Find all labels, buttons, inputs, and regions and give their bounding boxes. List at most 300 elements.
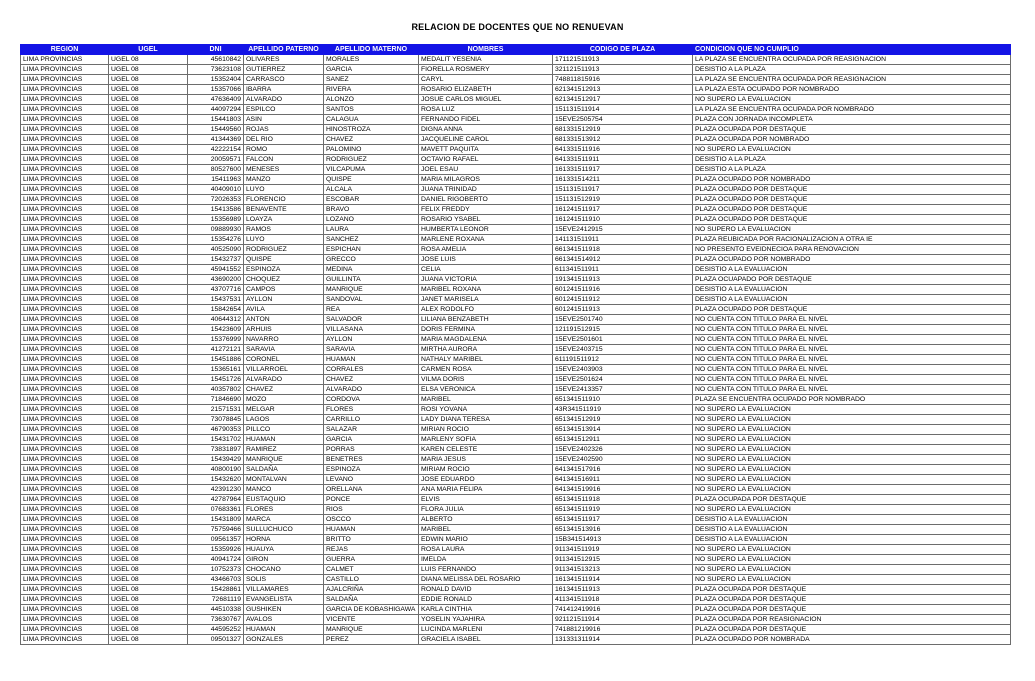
cell-condicion: PLAZA OCUPADA POR REASIGNACION xyxy=(693,615,1011,625)
cell-apellido-paterno: HUAUYA xyxy=(244,545,324,555)
cell-condicion: NO CUENTA CON TITULO PARA EL NIVEL xyxy=(693,325,1011,335)
cell-apellido-materno: SALAZAR xyxy=(324,425,419,435)
table-row xyxy=(21,145,1011,155)
cell-ugel: UGEL 08 xyxy=(109,295,188,305)
cell-region: LIMA PROVINCIAS xyxy=(21,535,109,545)
cell-ugel: UGEL 08 xyxy=(109,455,188,465)
cell-apellido-materno: GUILLINTA xyxy=(324,275,419,285)
cell-apellido-paterno: PILLCO xyxy=(244,425,324,435)
cell-apellido-materno: RIVERA xyxy=(324,85,419,95)
table-row xyxy=(21,165,1011,175)
cell-apellido-materno: PORRAS xyxy=(324,445,419,455)
cell-codigo-plaza: 601241511916 xyxy=(553,285,693,295)
cell-ugel: UGEL 08 xyxy=(109,575,188,585)
cell-apellido-paterno: CORONEL xyxy=(244,355,324,365)
cell-apellido-materno: AJALCRIÑA xyxy=(324,585,419,595)
cell-condicion: DESISTIO A LA PLAZA xyxy=(693,155,1011,165)
cell-ugel: UGEL 08 xyxy=(109,595,188,605)
cell-condicion: NO SUPERO LA EVALUACION xyxy=(693,485,1011,495)
cell-apellido-paterno: IBARRA xyxy=(244,85,324,95)
table-row xyxy=(21,55,1011,65)
cell-apellido-materno: SANCHEZ xyxy=(324,235,419,245)
cell-condicion: NO CUENTA CON TITULO PARA EL NIVEL xyxy=(693,315,1011,325)
cell-apellido-paterno: AYLLON xyxy=(244,295,324,305)
cell-dni: 72026353 xyxy=(188,195,244,205)
cell-codigo-plaza: 15EVE2501624 xyxy=(553,375,693,385)
cell-region: LIMA PROVINCIAS xyxy=(21,185,109,195)
cell-dni: 73623108 xyxy=(188,65,244,75)
cell-nombres: LUCINDA MARLENI xyxy=(419,625,553,635)
cell-region: LIMA PROVINCIAS xyxy=(21,525,109,535)
cell-apellido-paterno: HUAMAN xyxy=(244,435,324,445)
cell-apellido-materno: BENETRES xyxy=(324,455,419,465)
table-row xyxy=(21,455,1011,465)
cell-condicion: LA PLAZA SE ENCUENTRA OCUPADA POR REASIGNACION xyxy=(693,75,1011,85)
cell-condicion: PLAZA OCUPADA POR DESTAQUE xyxy=(693,495,1011,505)
cell-condicion: NO SUPERO LA EVALUACION xyxy=(693,565,1011,575)
cell-codigo-plaza: 161331511917 xyxy=(553,165,693,175)
cell-region: LIMA PROVINCIAS xyxy=(21,565,109,575)
cell-nombres: YOSELIN YAJAHIRA xyxy=(419,615,553,625)
cell-nombres: LADY DIANA TERESA xyxy=(419,415,553,425)
cell-apellido-paterno: FLORENCIO xyxy=(244,195,324,205)
cell-codigo-plaza: 748811815916 xyxy=(553,75,693,85)
cell-condicion: NO SUPERO LA EVALUACION xyxy=(693,475,1011,485)
cell-nombres: MIRIAN ROCIO xyxy=(419,425,553,435)
cell-condicion: NO SUPERO LA EVALUACION xyxy=(693,445,1011,455)
cell-codigo-plaza: 151131512919 xyxy=(553,195,693,205)
cell-codigo-plaza: 161241511917 xyxy=(553,205,693,215)
cell-dni: 40357802 xyxy=(188,385,244,395)
cell-codigo-plaza: 651341511918 xyxy=(553,495,693,505)
cell-region: LIMA PROVINCIAS xyxy=(21,575,109,585)
cell-dni: 41272121 xyxy=(188,345,244,355)
cell-nombres: EDWIN MARIO xyxy=(419,535,553,545)
cell-condicion: DESISTIO A LA EVALUACION xyxy=(693,265,1011,275)
cell-codigo-plaza: 161341511913 xyxy=(553,585,693,595)
cell-apellido-paterno: ALVARADO xyxy=(244,375,324,385)
cell-dni: 40941724 xyxy=(188,555,244,565)
cell-nombres: ROSA LAURA xyxy=(419,545,553,555)
table-row xyxy=(21,575,1011,585)
cell-ugel: UGEL 08 xyxy=(109,195,188,205)
cell-codigo-plaza: 601241511913 xyxy=(553,305,693,315)
cell-apellido-materno: SALDAÑA xyxy=(324,595,419,605)
header-apellido-paterno: APELLIDO PATERNO xyxy=(244,45,324,55)
cell-condicion: NO CUENTA CON TITULO PARA EL NIVEL xyxy=(693,335,1011,345)
header-row xyxy=(21,45,1011,55)
cell-apellido-paterno: OLIVARES xyxy=(244,55,324,65)
cell-dni: 07683361 xyxy=(188,505,244,515)
header-nombres: NOMBRES xyxy=(419,45,553,55)
cell-apellido-materno: OSCCO xyxy=(324,515,419,525)
cell-nombres: MIRTHA AURORA xyxy=(419,345,553,355)
cell-dni: 73078845 xyxy=(188,415,244,425)
cell-apellido-materno: CORRALES xyxy=(324,365,419,375)
cell-apellido-materno: ESPINOZA xyxy=(324,465,419,475)
table-row xyxy=(21,595,1011,605)
cell-dni: 45941552 xyxy=(188,265,244,275)
table-row xyxy=(21,125,1011,135)
cell-apellido-paterno: VILLAMARES xyxy=(244,585,324,595)
cell-apellido-materno: HUAMAN xyxy=(324,525,419,535)
cell-apellido-paterno: GONZALES xyxy=(244,635,324,645)
cell-condicion: NO CUENTA CON TITULO PARA EL NIVEL xyxy=(693,385,1011,395)
cell-apellido-materno: CASTILLO xyxy=(324,575,419,585)
cell-region: LIMA PROVINCIAS xyxy=(21,605,109,615)
cell-condicion: PLAZA OCUPADO POR NOMBRADA xyxy=(693,635,1011,645)
cell-nombres: ALEX RODOLFO xyxy=(419,305,553,315)
cell-nombres: RONALD DAVID xyxy=(419,585,553,595)
cell-apellido-paterno: LOAYZA xyxy=(244,215,324,225)
cell-region: LIMA PROVINCIAS xyxy=(21,315,109,325)
cell-dni: 15376999 xyxy=(188,335,244,345)
cell-condicion: PLAZA CON JORNADA INCOMPLETA xyxy=(693,115,1011,125)
header-region: REGION xyxy=(21,45,109,55)
page-title: RELACION DE DOCENTES QUE NO RENUEVAN xyxy=(411,22,624,32)
cell-nombres: MAVETT PAQUITA xyxy=(419,145,553,155)
cell-dni: 73630767 xyxy=(188,615,244,625)
cell-apellido-materno: SALVADOR xyxy=(324,315,419,325)
cell-apellido-materno: ORELLANA xyxy=(324,485,419,495)
cell-nombres: LILIANA BENZABETH xyxy=(419,315,553,325)
cell-dni: 15441803 xyxy=(188,115,244,125)
cell-nombres: IMELDA xyxy=(419,555,553,565)
cell-condicion: NO SUPERO LA EVALUACION xyxy=(693,545,1011,555)
cell-region: LIMA PROVINCIAS xyxy=(21,135,109,145)
cell-condicion: NO SUPERO LA EVALUACION xyxy=(693,555,1011,565)
cell-condicion: DESISTIO A LA EVALUACION xyxy=(693,535,1011,545)
cell-region: LIMA PROVINCIAS xyxy=(21,195,109,205)
cell-apellido-materno: MEDINA xyxy=(324,265,419,275)
cell-codigo-plaza: 601241511912 xyxy=(553,295,693,305)
cell-condicion: PLAZA OCUPADA POR DESTAQUE xyxy=(693,125,1011,135)
cell-dni: 15365161 xyxy=(188,365,244,375)
cell-nombres: ROSARIO YSABEL xyxy=(419,215,553,225)
cell-apellido-materno: VILLASANA xyxy=(324,325,419,335)
cell-apellido-materno: HINOSTROZA xyxy=(324,125,419,135)
cell-ugel: UGEL 08 xyxy=(109,345,188,355)
cell-apellido-paterno: SARAVIA xyxy=(244,345,324,355)
cell-condicion: NO SUPERO LA EVALUACION xyxy=(693,225,1011,235)
cell-codigo-plaza: 911341511919 xyxy=(553,545,693,555)
cell-apellido-paterno: RAMIREZ xyxy=(244,445,324,455)
cell-condicion: PLAZA OCUPADA POR DESTAQUE xyxy=(693,605,1011,615)
cell-region: LIMA PROVINCIAS xyxy=(21,295,109,305)
cell-codigo-plaza: 641331511911 xyxy=(553,155,693,165)
cell-apellido-paterno: MENESES xyxy=(244,165,324,175)
cell-condicion: DESISTIO A LA EVALUACION xyxy=(693,525,1011,535)
cell-dni: 09889930 xyxy=(188,225,244,235)
cell-ugel: UGEL 08 xyxy=(109,85,188,95)
cell-apellido-materno: BRAVO xyxy=(324,205,419,215)
header-dni: DNI xyxy=(188,45,244,55)
cell-nombres: CARYL xyxy=(419,75,553,85)
cell-region: LIMA PROVINCIAS xyxy=(21,595,109,605)
cell-apellido-paterno: FALCON xyxy=(244,155,324,165)
table-row xyxy=(21,135,1011,145)
cell-ugel: UGEL 08 xyxy=(109,305,188,315)
cell-dni: 41344369 xyxy=(188,135,244,145)
cell-region: LIMA PROVINCIAS xyxy=(21,505,109,515)
cell-dni: 15451886 xyxy=(188,355,244,365)
cell-apellido-materno: SANTOS xyxy=(324,105,419,115)
cell-condicion: PLAZA OCUPADA POR DESTAQUE xyxy=(693,625,1011,635)
cell-condicion: DESISTIO A LA EVALUACION xyxy=(693,285,1011,295)
cell-dni: 72681119 xyxy=(188,595,244,605)
cell-apellido-materno: GARCIA xyxy=(324,65,419,75)
cell-apellido-materno: ESCOBAR xyxy=(324,195,419,205)
cell-ugel: UGEL 08 xyxy=(109,75,188,85)
table-row xyxy=(21,215,1011,225)
table-row xyxy=(21,545,1011,555)
table-row xyxy=(21,405,1011,415)
cell-apellido-paterno: FLORES xyxy=(244,505,324,515)
cell-ugel: UGEL 08 xyxy=(109,65,188,75)
cell-apellido-paterno: CHOQUEZ xyxy=(244,275,324,285)
cell-nombres: MIRIAM ROCIO xyxy=(419,465,553,475)
cell-apellido-paterno: MARCA xyxy=(244,515,324,525)
teachers-table xyxy=(20,44,1011,645)
cell-ugel: UGEL 08 xyxy=(109,165,188,175)
cell-ugel: UGEL 08 xyxy=(109,545,188,555)
header-condicion: CONDICION QUE NO CUMPLIO xyxy=(693,45,1011,55)
cell-apellido-paterno: ESPINOZA xyxy=(244,265,324,275)
cell-ugel: UGEL 08 xyxy=(109,395,188,405)
cell-condicion: DESISTIO A LA PLAZA xyxy=(693,165,1011,175)
cell-region: LIMA PROVINCIAS xyxy=(21,365,109,375)
cell-condicion: PLAZA OCUPADO POR DESTAQUE xyxy=(693,305,1011,315)
cell-apellido-paterno: MANZO xyxy=(244,175,324,185)
cell-apellido-materno: FLORES xyxy=(324,405,419,415)
cell-apellido-materno: CHAVEZ xyxy=(324,135,419,145)
cell-codigo-plaza: 15EVE2505754 xyxy=(553,115,693,125)
cell-region: LIMA PROVINCIAS xyxy=(21,105,109,115)
cell-dni: 15449560 xyxy=(188,125,244,135)
cell-apellido-paterno: SULLUCHUCO xyxy=(244,525,324,535)
cell-ugel: UGEL 08 xyxy=(109,405,188,415)
cell-region: LIMA PROVINCIAS xyxy=(21,305,109,315)
cell-region: LIMA PROVINCIAS xyxy=(21,95,109,105)
cell-apellido-materno: GUERRA xyxy=(324,555,419,565)
cell-region: LIMA PROVINCIAS xyxy=(21,385,109,395)
cell-codigo-plaza: 911341512915 xyxy=(553,555,693,565)
cell-nombres: MARIA JESUS xyxy=(419,455,553,465)
cell-dni: 15431809 xyxy=(188,515,244,525)
cell-codigo-plaza: 651341513916 xyxy=(553,525,693,535)
cell-apellido-paterno: GUSHIKEN xyxy=(244,605,324,615)
cell-condicion: PLAZA OCUPADO POR DESTAQUE xyxy=(693,205,1011,215)
cell-region: LIMA PROVINCIAS xyxy=(21,85,109,95)
cell-nombres: DIANA MELISSA DEL ROSARIO xyxy=(419,575,553,585)
cell-dni: 40409010 xyxy=(188,185,244,195)
cell-apellido-paterno: ROJAS xyxy=(244,125,324,135)
cell-nombres: MARLENY SOFIA xyxy=(419,435,553,445)
cell-nombres: MARIA MAGDALENA xyxy=(419,335,553,345)
cell-region: LIMA PROVINCIAS xyxy=(21,585,109,595)
cell-apellido-materno: SARAVIA xyxy=(324,345,419,355)
cell-condicion: NO SUPERO LA EVALUACION xyxy=(693,95,1011,105)
table-row xyxy=(21,505,1011,515)
cell-codigo-plaza: 741881219916 xyxy=(553,625,693,635)
cell-condicion: NO SUPERO LA EVALUACION xyxy=(693,405,1011,415)
cell-codigo-plaza: 661341511918 xyxy=(553,245,693,255)
cell-apellido-paterno: RAMOS xyxy=(244,225,324,235)
cell-apellido-paterno: GUTIERREZ xyxy=(244,65,324,75)
table-row xyxy=(21,535,1011,545)
cell-nombres: JOSE LUIS xyxy=(419,255,553,265)
cell-condicion: NO SUPERO LA EVALUACION xyxy=(693,505,1011,515)
table-row xyxy=(21,325,1011,335)
cell-ugel: UGEL 08 xyxy=(109,245,188,255)
cell-codigo-plaza: 321121511913 xyxy=(553,65,693,75)
cell-apellido-paterno: ANTON xyxy=(244,315,324,325)
cell-apellido-materno: ESPICHAN xyxy=(324,245,419,255)
cell-codigo-plaza: 15EVE2402326 xyxy=(553,445,693,455)
cell-ugel: UGEL 08 xyxy=(109,495,188,505)
cell-ugel: UGEL 08 xyxy=(109,145,188,155)
cell-condicion: PLAZA OCUPADO POR NOMBRADO xyxy=(693,175,1011,185)
cell-nombres: ANA MARIA FELIPA xyxy=(419,485,553,495)
cell-apellido-paterno: ALVARADO xyxy=(244,95,324,105)
cell-nombres: CELIA xyxy=(419,265,553,275)
cell-ugel: UGEL 08 xyxy=(109,205,188,215)
cell-ugel: UGEL 08 xyxy=(109,605,188,615)
cell-codigo-plaza: 43R341511919 xyxy=(553,405,693,415)
cell-region: LIMA PROVINCIAS xyxy=(21,55,109,65)
cell-dni: 15359926 xyxy=(188,545,244,555)
cell-condicion: NO CUENTA CON TITULO PARA EL NIVEL xyxy=(693,375,1011,385)
cell-condicion: DESISTIO A LA EVALUACION xyxy=(693,515,1011,525)
cell-nombres: HUMBERTA LEONOR xyxy=(419,225,553,235)
table-row xyxy=(21,75,1011,85)
table-row xyxy=(21,465,1011,475)
table-row xyxy=(21,195,1011,205)
cell-apellido-materno: MORALES xyxy=(324,55,419,65)
cell-apellido-materno: GRECCO xyxy=(324,255,419,265)
cell-codigo-plaza: 191341511913 xyxy=(553,275,693,285)
cell-codigo-plaza: 641331511916 xyxy=(553,145,693,155)
cell-region: LIMA PROVINCIAS xyxy=(21,465,109,475)
cell-nombres: ELSA VERONICA xyxy=(419,385,553,395)
cell-codigo-plaza: 681331513912 xyxy=(553,135,693,145)
cell-nombres: JACQUELINE CAROL xyxy=(419,135,553,145)
cell-dni: 71846690 xyxy=(188,395,244,405)
cell-dni: 73831897 xyxy=(188,445,244,455)
cell-nombres: FLORA JULIA xyxy=(419,505,553,515)
cell-condicion: LA PLAZA SE ENCUENTRA OCUPADA POR REASIGNACION xyxy=(693,55,1011,65)
cell-ugel: UGEL 08 xyxy=(109,515,188,525)
cell-condicion: NO SUPERO LA EVALUACION xyxy=(693,465,1011,475)
cell-region: LIMA PROVINCIAS xyxy=(21,225,109,235)
cell-dni: 09561357 xyxy=(188,535,244,545)
cell-region: LIMA PROVINCIAS xyxy=(21,335,109,345)
cell-nombres: OCTAVIO RAFAEL xyxy=(419,155,553,165)
cell-codigo-plaza: 141131511911 xyxy=(553,235,693,245)
cell-region: LIMA PROVINCIAS xyxy=(21,375,109,385)
cell-ugel: UGEL 08 xyxy=(109,155,188,165)
cell-region: LIMA PROVINCIAS xyxy=(21,145,109,155)
cell-apellido-materno: RODRIGUEZ xyxy=(324,155,419,165)
cell-nombres: LUIS FERNANDO xyxy=(419,565,553,575)
table-row xyxy=(21,605,1011,615)
table-row xyxy=(21,265,1011,275)
table-row xyxy=(21,635,1011,645)
cell-condicion: NO SUPERO LA EVALUACION xyxy=(693,145,1011,155)
table-row xyxy=(21,625,1011,635)
cell-region: LIMA PROVINCIAS xyxy=(21,515,109,525)
cell-condicion: DESISTIO A LA EVALUACION xyxy=(693,295,1011,305)
table-row xyxy=(21,415,1011,425)
cell-apellido-paterno: ESPILCO xyxy=(244,105,324,115)
cell-condicion: PLAZA OCUAPADO POR DESTAQUE xyxy=(693,275,1011,285)
cell-codigo-plaza: 651341513914 xyxy=(553,425,693,435)
cell-codigo-plaza: 641341517916 xyxy=(553,465,693,475)
cell-ugel: UGEL 08 xyxy=(109,285,188,295)
table-row xyxy=(21,435,1011,445)
cell-region: LIMA PROVINCIAS xyxy=(21,275,109,285)
cell-ugel: UGEL 08 xyxy=(109,315,188,325)
cell-region: LIMA PROVINCIAS xyxy=(21,545,109,555)
cell-region: LIMA PROVINCIAS xyxy=(21,475,109,485)
cell-nombres: MARIBEL ROXANA xyxy=(419,285,553,295)
table-row xyxy=(21,585,1011,595)
cell-codigo-plaza: 651341511910 xyxy=(553,395,693,405)
table-row xyxy=(21,255,1011,265)
cell-condicion: PLAZA OCUPADO POR DESTAQUE xyxy=(693,195,1011,205)
cell-region: LIMA PROVINCIAS xyxy=(21,215,109,225)
cell-apellido-materno: CARRILLO xyxy=(324,415,419,425)
cell-codigo-plaza: 651341512911 xyxy=(553,435,693,445)
header-codigo-plaza: CODIGO DE PLAZA xyxy=(553,45,693,55)
cell-region: LIMA PROVINCIAS xyxy=(21,355,109,365)
cell-condicion: PLAZA OCUPADA POR NOMBRADO xyxy=(693,135,1011,145)
table-row xyxy=(21,245,1011,255)
cell-codigo-plaza: 161241511910 xyxy=(553,215,693,225)
cell-region: LIMA PROVINCIAS xyxy=(21,555,109,565)
cell-apellido-materno: SANDOVAL xyxy=(324,295,419,305)
cell-apellido-paterno: BENAVENTE xyxy=(244,205,324,215)
cell-nombres: DANIEL RIGOBERTO xyxy=(419,195,553,205)
cell-apellido-paterno: DEL RIO xyxy=(244,135,324,145)
cell-nombres: JUANA TRINIDAD xyxy=(419,185,553,195)
table-row xyxy=(21,495,1011,505)
cell-codigo-plaza: 621341512913 xyxy=(553,85,693,95)
cell-dni: 20059571 xyxy=(188,155,244,165)
cell-apellido-materno: CORDOVA xyxy=(324,395,419,405)
table-row xyxy=(21,615,1011,625)
cell-dni: 46790353 xyxy=(188,425,244,435)
cell-apellido-materno: ALCALA xyxy=(324,185,419,195)
cell-apellido-materno: PALOMINO xyxy=(324,145,419,155)
cell-nombres: KARLA CINTHIA xyxy=(419,605,553,615)
cell-apellido-materno: HUAMAN xyxy=(324,355,419,365)
cell-apellido-paterno: MANRIQUE xyxy=(244,455,324,465)
cell-ugel: UGEL 08 xyxy=(109,385,188,395)
cell-apellido-paterno: ROMO xyxy=(244,145,324,155)
cell-apellido-paterno: LUYO xyxy=(244,185,324,195)
cell-codigo-plaza: 661341514912 xyxy=(553,255,693,265)
table-row xyxy=(21,95,1011,105)
cell-ugel: UGEL 08 xyxy=(109,255,188,265)
cell-dni: 15432620 xyxy=(188,475,244,485)
cell-ugel: UGEL 08 xyxy=(109,555,188,565)
cell-codigo-plaza: 621341512917 xyxy=(553,95,693,105)
cell-condicion: PLAZA OCUPADO POR DESTAQUE xyxy=(693,185,1011,195)
cell-apellido-materno: PEREZ xyxy=(324,635,419,645)
cell-ugel: UGEL 08 xyxy=(109,565,188,575)
cell-region: LIMA PROVINCIAS xyxy=(21,265,109,275)
